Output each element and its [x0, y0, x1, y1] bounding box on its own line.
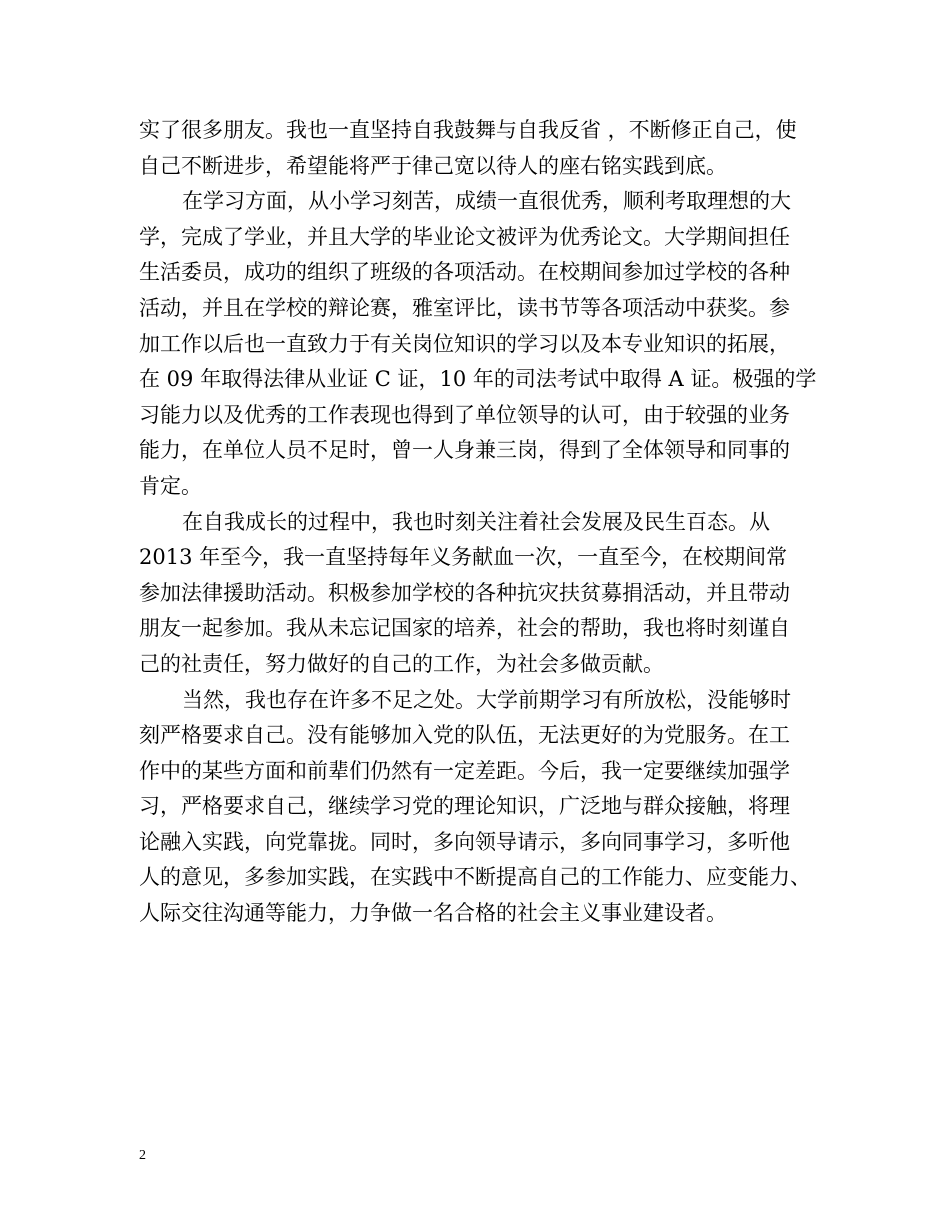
text-line: 肯定。 — [139, 473, 202, 498]
text-line: 自己不断进步，希望能将严于律己宽以待人的座右铭实践到底。 — [139, 153, 727, 178]
text-line: 习能力以及优秀的工作表现也得到了单位领导的认可，由于较强的业务 — [139, 402, 790, 427]
text-line: 己的社责任，努力做好的自己的工作，为社会多做贡献。 — [139, 651, 664, 676]
text-line: 参加法律援助活动。积极参加学校的各种抗灾扶贫募捐活动，并且带动 — [139, 580, 790, 605]
text-line: 能力，在单位人员不足时，曾一人身兼三岗，得到了全体领导和同事的 — [139, 438, 790, 463]
text-line: 实了很多朋友。我也一直坚持自我鼓舞与自我反省 ，不断修正自己，使 — [139, 118, 797, 142]
paragraph-first-line: 在学习方面，从小学习刻苦，成绩一直很优秀，顺利考取理想的大 — [182, 189, 791, 214]
text-line: 在 09 年取得法律从业证 C 证，10 年的司法考试中取得 A 证。极强的学 — [139, 367, 817, 392]
page-number: 2 — [139, 1148, 146, 1163]
text-line: 活动，并且在学校的辩论赛，雅室评比，读书节等各项活动中获奖。参 — [139, 295, 790, 320]
text-line: 论融入实践，向党靠拢。同时，多向领导请示，多向同事学习，多听他 — [139, 829, 790, 854]
text-line: 人际交往沟通等能力，力争做一名合格的社会主义事业建设者。 — [139, 901, 727, 926]
body-text — [139, 113, 829, 932]
text-line: 2013 年至今，我一直坚持每年义务献血一次，一直至今，在校期间常 — [139, 545, 788, 570]
text-line: 生活委员，成功的组织了班级的各项活动。在校期间参加过学校的各种 — [139, 260, 790, 285]
text-line: 刻严格要求自己。没有能够加入党的队伍，无法更好的为党服务。在工 — [139, 723, 790, 748]
text-line: 作中的某些方面和前辈们仍然有一定差距。今后，我一定要继续加强学 — [139, 758, 790, 783]
text-line: 加工作以后也一直致力于有关岗位知识的学习以及本专业知识的拓展， — [139, 331, 790, 356]
paragraph-first-line: 当然，我也存在许多不足之处。大学前期学习有所放松，没能够时 — [182, 687, 791, 712]
text-line: 人的意见，多参加实践，在实践中不断提高自己的工作能力、应变能力、 — [139, 865, 811, 890]
text-line: 学，完成了学业，并且大学的毕业论文被评为优秀论文。大学期间担任 — [139, 224, 790, 249]
text-line: 习，严格要求自己，继续学习党的理论知识，广泛地与群众接触，将理 — [139, 794, 790, 819]
text-line: 朋友一起参加。我从未忘记国家的培养，社会的帮助，我也将时刻谨自 — [139, 616, 790, 641]
paragraph-first-line: 在自我成长的过程中，我也时刻关注着社会发展及民生百态。从 — [182, 509, 770, 534]
